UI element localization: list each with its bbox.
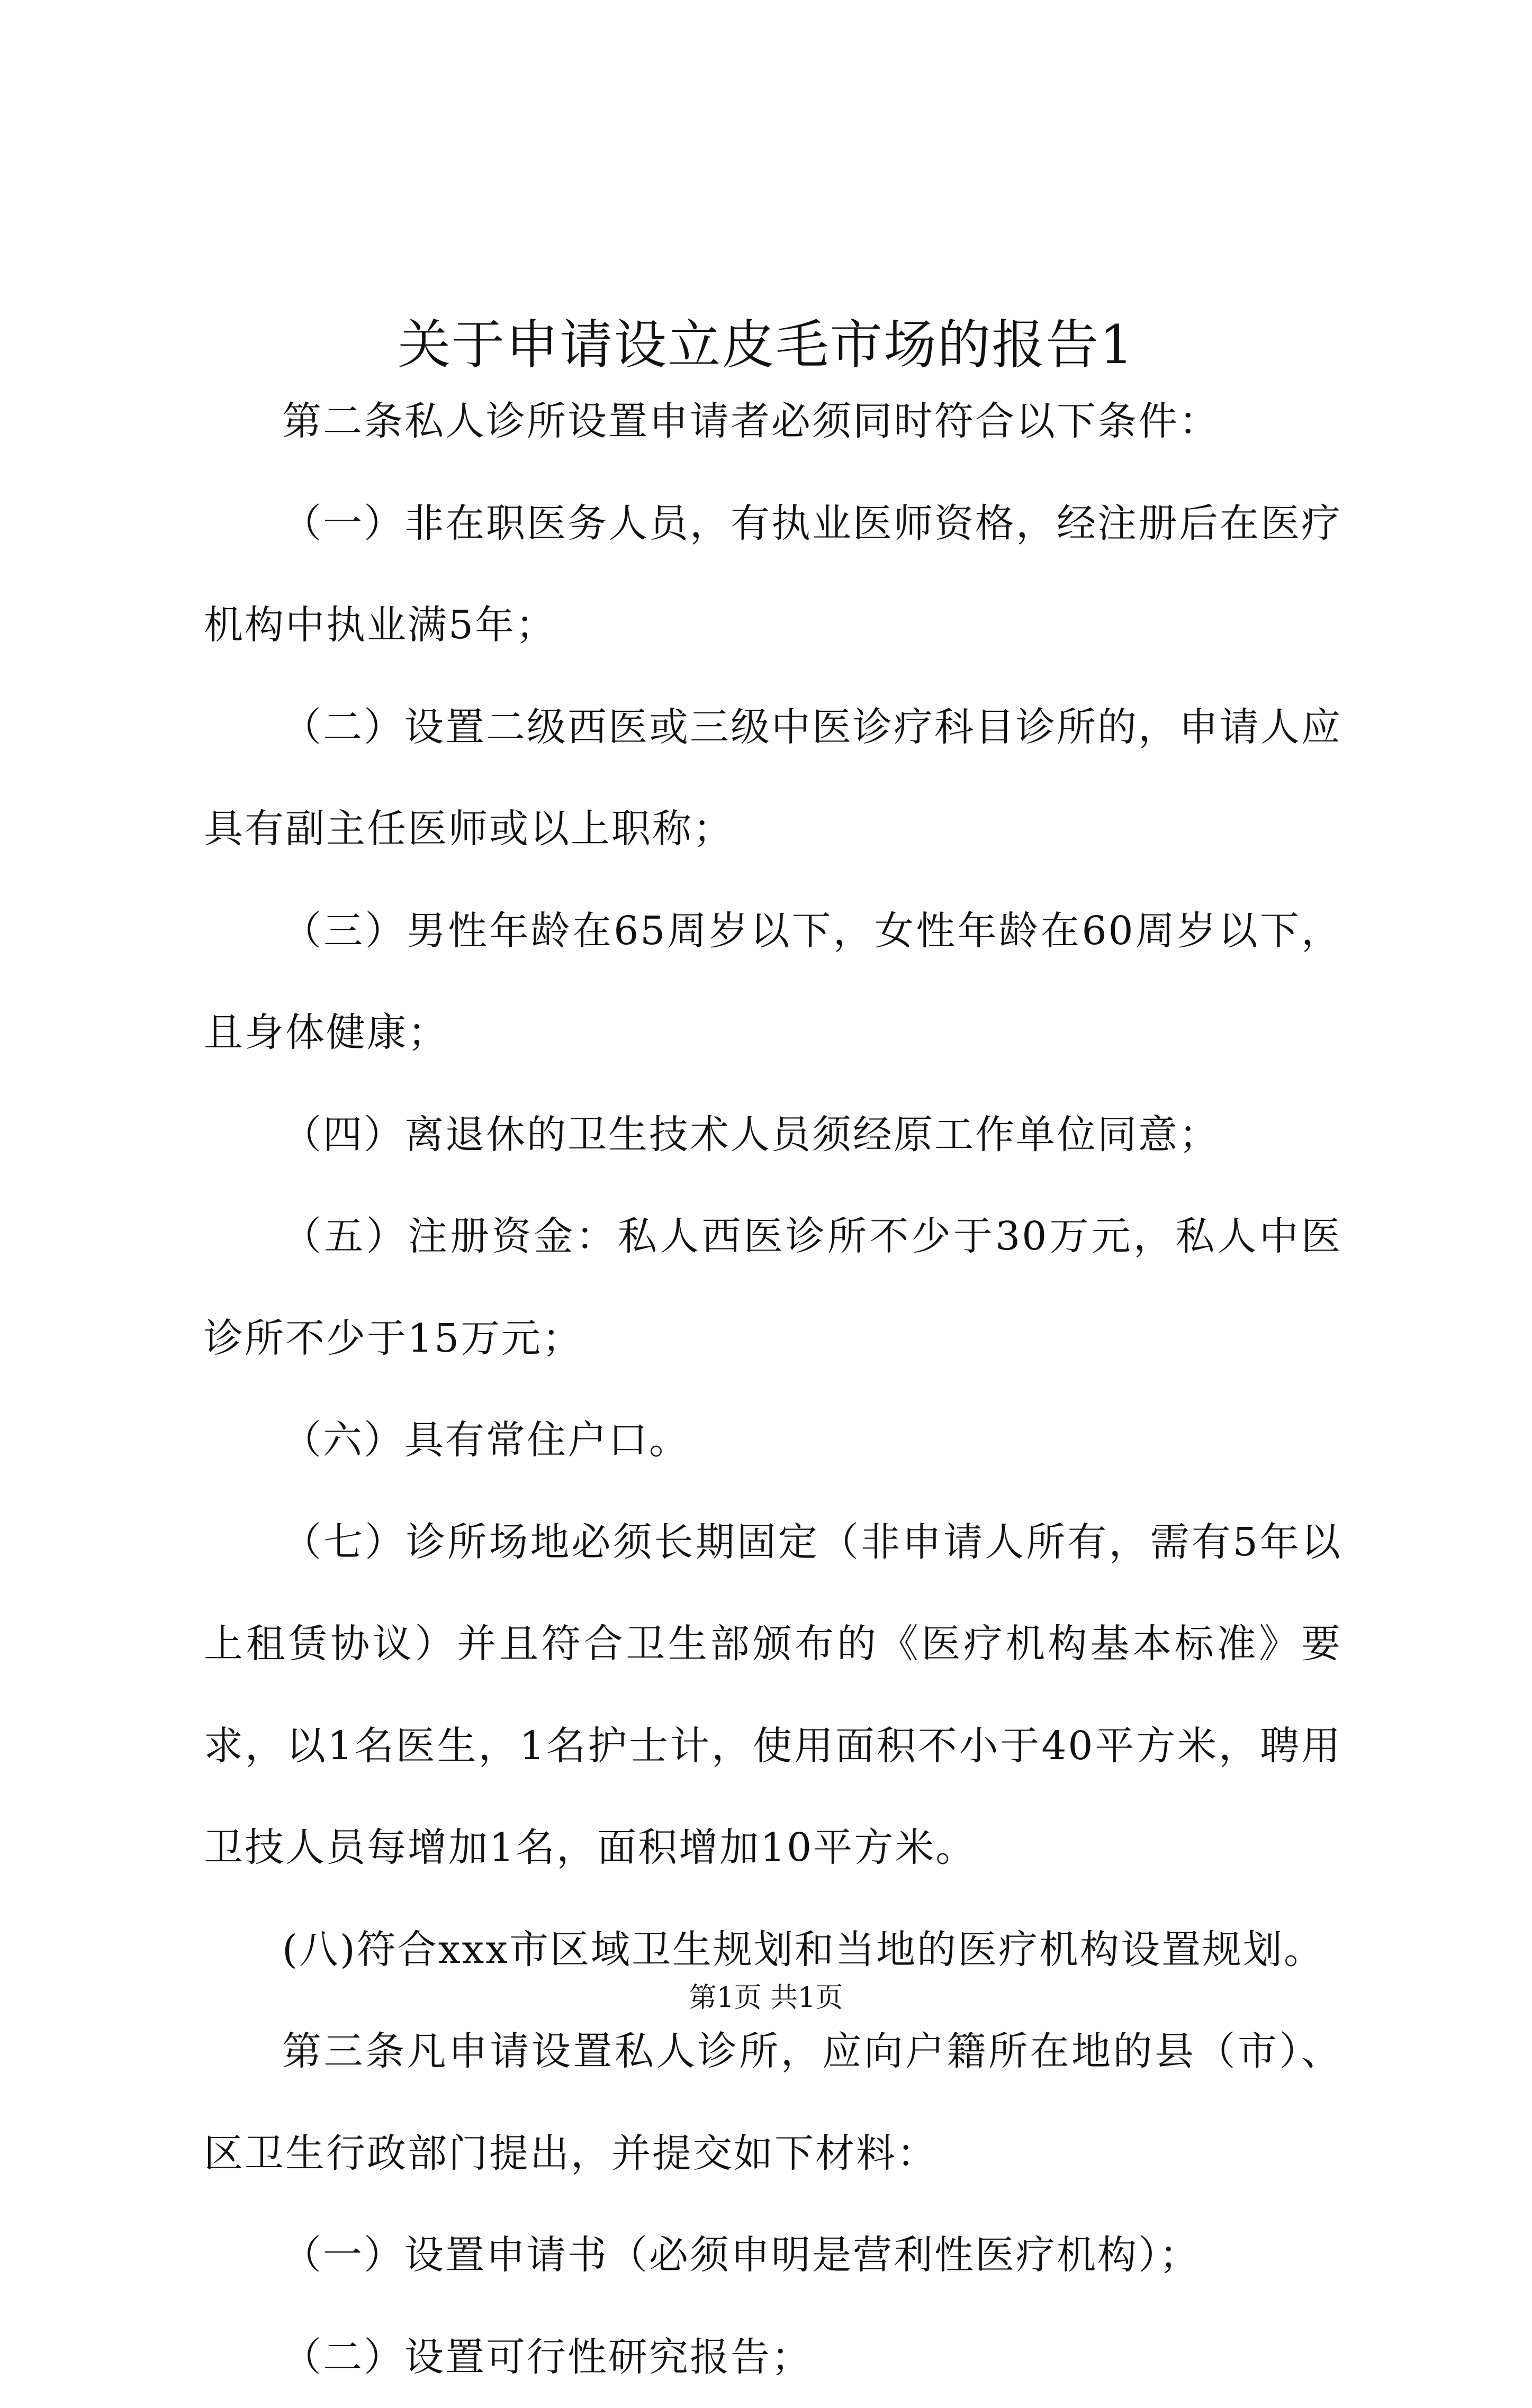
- paragraph-item-2: （二）设置二级西医或三级中医诊疗科目诊所的，申请人应具有副主任医师或以上职称；: [204, 676, 1342, 880]
- document-body: [204, 370, 1342, 2408]
- paragraph-item-5: （五）注册资金：私人西医诊所不少于30万元，私人中医诊所不少于15万元；: [204, 1185, 1342, 1389]
- paragraph-item-1: （一）非在职医务人员，有执业医师资格，经注册后在医疗机构中执业满5年；: [204, 473, 1342, 676]
- paragraph-article-3: 第三条凡申请设置私人诊所，应向户籍所在地的县（市）、区卫生行政部门提出，并提交如下材料：: [204, 2000, 1342, 2204]
- paragraph-material-2: （二）设置可行性研究报告；: [204, 2306, 1342, 2408]
- paragraph-item-3: （三）男性年龄在65周岁以下，女性年龄在60周岁以下，且身体健康；: [204, 880, 1342, 1084]
- paragraph-item-4: （四）离退休的卫生技术人员须经原工作单位同意；: [204, 1084, 1342, 1186]
- paragraph-material-1: （一）设置申请书（必须申明是营利性医疗机构）；: [204, 2204, 1342, 2306]
- paragraph-item-7: （七）诊所场地必须长期固定（非申请人所有，需有5年以上租赁协议）并且符合卫生部颁布的《医疗机构基本标准》要求，以1名医生，1名护士计，使用面积不小于40平方米，聘用卫技人员每增加1名，面积增加10平方米。: [204, 1491, 1342, 1899]
- paragraph-item-6: （六）具有常住户口。: [204, 1389, 1342, 1491]
- page-number-footer: 第1页 共1页: [0, 1979, 1532, 2016]
- paragraph-article-2: 第二条私人诊所设置申请者必须同时符合以下条件：: [204, 370, 1342, 473]
- paragraph-item-8: (八)符合xxx市区域卫生规划和当地的医疗机构设置规划。: [204, 1899, 1342, 2001]
- document-title: 关于申请设立皮毛市场的报告1: [0, 311, 1532, 379]
